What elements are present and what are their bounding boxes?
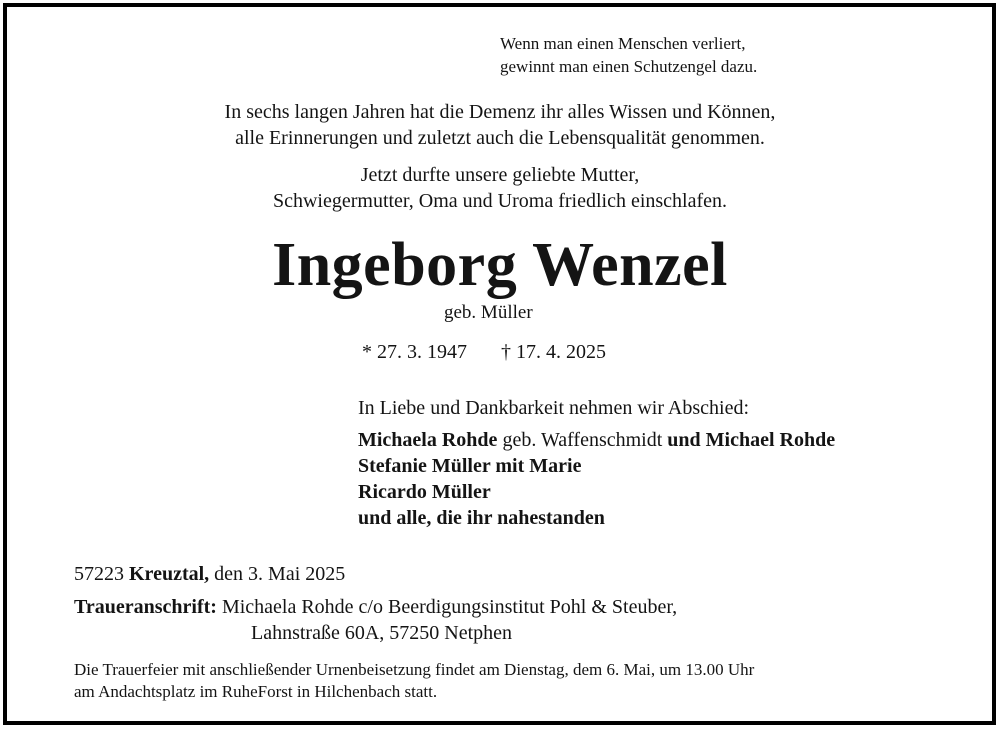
address-line-2: Lahnstraße 60A, 57250 Netphen: [251, 622, 513, 644]
mourner-name-1: Michaela Rohde: [358, 429, 498, 451]
birth-date: * 27. 3. 1947: [362, 341, 467, 363]
ceremony-info: [74, 659, 754, 703]
deceased-name: Ingeborg Wenzel: [272, 231, 728, 299]
intro-paragraph: [0, 99, 1000, 151]
death-date: † 17. 4. 2025: [501, 341, 606, 363]
mourner-birth-name: geb. Waffenschmidt: [497, 429, 668, 451]
intro-line-1: In sechs langen Jahren hat die Demenz ihr alles Wissen und Können,: [224, 101, 776, 123]
birth-name: geb. Müller: [444, 302, 533, 323]
place-and-date: [74, 561, 345, 587]
intro-line-4: Schwiegermutter, Oma und Uroma friedlich einschlafen.: [272, 190, 728, 212]
mourner-name-1b: und Michael Rohde: [667, 429, 836, 451]
life-dates: [362, 339, 606, 365]
quote-line-1: Wenn man einen Menschen verliert,: [500, 34, 746, 53]
address-line-1: Michaela Rohde c/o Beerdigungsinstitut Pohl & Steuber,: [216, 596, 678, 618]
city: Kreuztal,: [129, 563, 210, 585]
passing-paragraph: [0, 162, 1000, 214]
mourner-line-3: Ricardo Müller: [358, 481, 491, 503]
mourner-line-2: Stefanie Müller mit Marie: [358, 455, 582, 477]
ceremony-line-2: am Andachtsplatz im RuheForst in Hilchenbach statt.: [74, 682, 438, 701]
mourners-list: [358, 427, 835, 531]
quote-line-2: gewinnt man einen Schutzengel dazu.: [500, 57, 758, 76]
mourning-address: [74, 594, 677, 620]
mourner-line-1: [358, 427, 835, 453]
postcode: 57223: [74, 563, 129, 585]
farewell-line: In Liebe und Dankbarkeit nehmen wir Abschied:: [358, 397, 749, 419]
intro-line-2: alle Erinnerungen und zuletzt auch die Lebensqualität genommen.: [235, 127, 765, 149]
notice-date: den 3. Mai 2025: [209, 563, 346, 585]
mourner-line-4: und alle, die ihr nahestanden: [358, 507, 605, 529]
quote: [500, 32, 757, 78]
intro-line-3: Jetzt durfte unsere geliebte Mutter,: [360, 164, 640, 186]
address-label: Traueranschrift:: [74, 596, 217, 618]
ceremony-line-1: Die Trauerfeier mit anschließender Urnenbeisetzung findet am Dienstag, dem 6. Mai, um 13.00 Uhr: [74, 660, 755, 679]
